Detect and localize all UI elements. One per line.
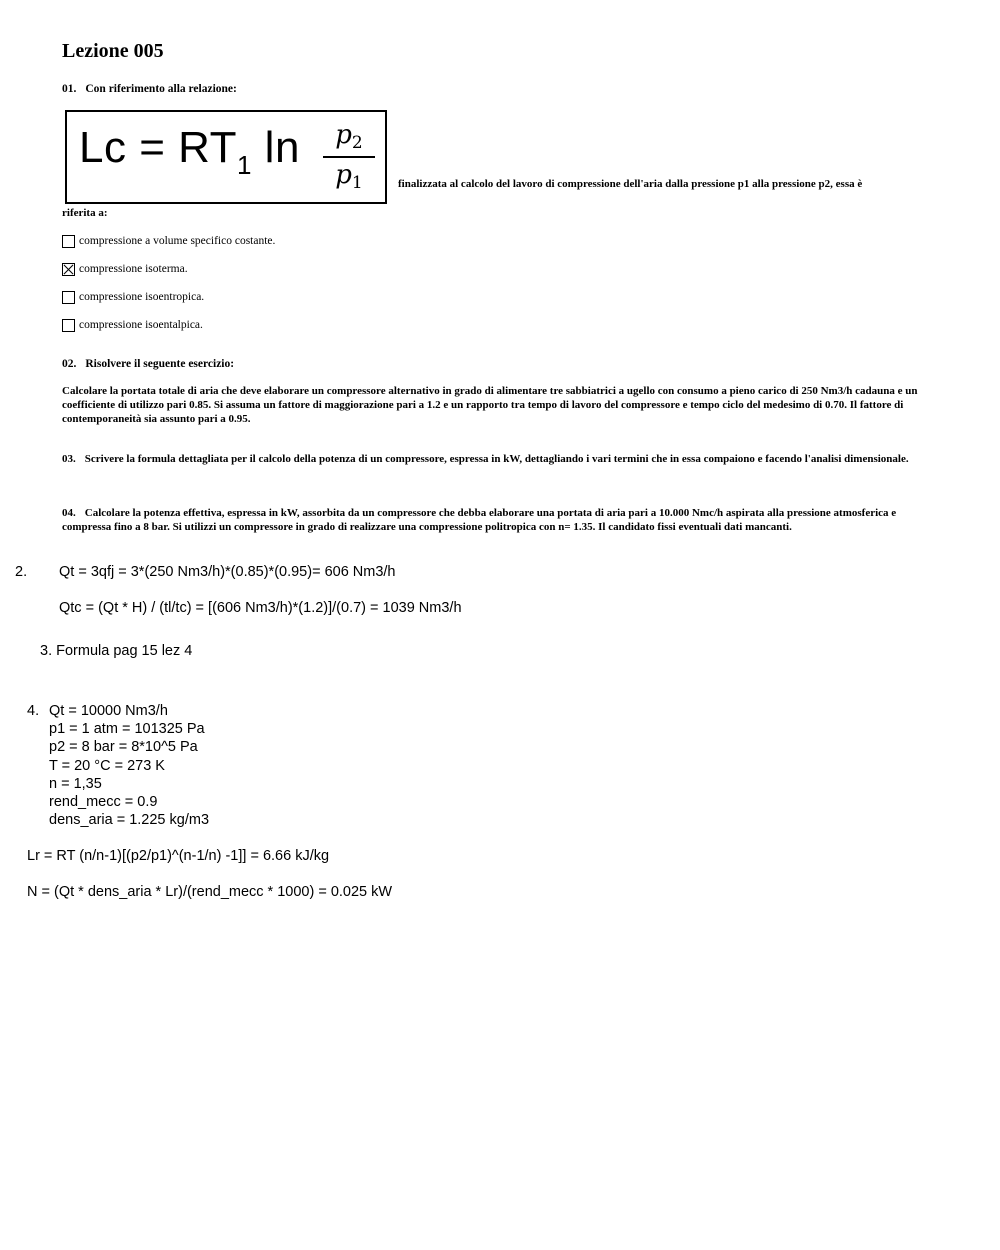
question-3-body: Scrivere la formula dettagliata per il calcolo della potenza di un compressore, espressa in kW, dettagliando i vari termini che in essa compaiono e facendo l'analisi dimensionale.	[84, 453, 909, 465]
option-1-checkbox[interactable]	[62, 235, 75, 248]
answer-3-line: 3. Formula pag 15 lez 4	[40, 643, 193, 659]
option-1[interactable]	[62, 233, 275, 249]
formula-fraction	[323, 122, 375, 192]
formula-numerator	[323, 122, 375, 152]
answer-n-line: N = (Qt * dens_aria * Lr)/(rend_mecc * 1000) = 0.025 kW	[27, 884, 393, 900]
answer-2-line-2: Qtc = (Qt * H) / (tl/tc) = [(606 Nm3/h)*(1.2)]/(0.7) = 1039 Nm3/h	[59, 600, 462, 616]
question-3-text	[62, 452, 932, 466]
question-2-body: Calcolare la portata totale di aria che deve elaborare un compressore alternativo in grado di alimentare tre sabbiatrici a ugello con consumo a pieno carico di 250 Nm3/h cadauna e un coefficiente di utilizzo pari 0.85. Si assuma un fattore di maggiorazione pari a 1.2 e un rapporto tra tempo di lavoro del compressore e tempo ciclo del medesimo di 0.70. Il fattore di contemporaneità sia assunto pari a 0.95.	[62, 385, 918, 426]
formula-lhs-subscript: 1	[236, 150, 252, 180]
answer-4-line: dens_aria = 1.225 kg/m3	[49, 812, 210, 829]
formula-numerator-symbol: p	[335, 120, 352, 150]
option-2[interactable]	[62, 261, 188, 277]
formula-ln: ln	[251, 123, 300, 172]
formula-denominator-subscript: 1	[351, 173, 363, 193]
answer-4-line: p2 = 8 bar = 8*10^5 Pa	[49, 739, 198, 756]
formula-fraction-bar	[323, 156, 375, 158]
option-3[interactable]	[62, 289, 204, 305]
question-3-number: 03.	[62, 453, 76, 465]
option-3-label: compressione isoentropica.	[79, 291, 205, 303]
answer-4-line: Qt = 10000 Nm3/h	[49, 703, 168, 719]
option-4[interactable]	[62, 317, 203, 333]
formula-lhs	[79, 123, 300, 180]
page-title: Lezione 005	[62, 40, 164, 62]
answer-4-line: p1 = 1 atm = 101325 Pa	[49, 721, 205, 738]
answer-4-number: 4.	[27, 703, 40, 719]
question-2-heading-text: Risolvere il seguente esercizio:	[85, 358, 235, 370]
option-2-label: compressione isoterma.	[79, 263, 188, 275]
question-1-heading-text: Con riferimento alla relazione:	[85, 83, 237, 95]
question-4-body: Calcolare la potenza effettiva, espressa in kW, assorbita da un compressore che debba elaborare una portata di aria pari a 10.000 Nmc/h aspirata alla pressione atmosferica e compressa fino a 8 bar. Si utilizzi un compressore in grado di realizzare una compressione politropica con n= 1.35. Il candidato fissi eventuali dati mancanti.	[62, 507, 897, 534]
option-4-label: compressione isoentalpica.	[79, 319, 203, 331]
option-1-label: compressione a volume specifico costante.	[79, 235, 276, 247]
option-2-checkbox-checked[interactable]	[62, 263, 75, 276]
question-4-number: 04.	[62, 507, 76, 519]
question-4-text	[62, 506, 932, 534]
formula-denominator	[323, 162, 375, 192]
answer-2-number: 2.	[15, 564, 28, 580]
answer-lr-line: Lr = RT (n/n-1)[(p2/p1)^(n-1/n) -1]] = 6.66 kJ/kg	[27, 848, 330, 864]
answer-4-line: rend_mecc = 0.9	[49, 794, 158, 811]
option-3-checkbox[interactable]	[62, 291, 75, 304]
question-1-number: 01.	[62, 83, 77, 95]
answer-4-line: n = 1,35	[49, 775, 102, 792]
answer-4-data-list	[49, 702, 209, 829]
question-2-number: 02.	[62, 358, 77, 370]
formula-numerator-subscript: 2	[351, 133, 363, 153]
question-1-continuation: riferita a:	[62, 207, 108, 219]
formula-lhs-text: Lc = RT	[79, 123, 237, 172]
answer-2-line-1: Qt = 3qfj = 3*(250 Nm3/h)*(0.85)*(0.95)= 606 Nm3/h	[59, 564, 396, 580]
formula-denominator-symbol: p	[335, 160, 352, 190]
option-4-checkbox[interactable]	[62, 319, 75, 332]
question-2-heading	[62, 358, 234, 370]
formula-image	[65, 110, 387, 204]
question-1-text: finalizzata al calcolo del lavoro di compressione dell'aria dalla pressione p1 alla pressione p2, essa è	[398, 178, 863, 190]
answer-4-line: T = 20 °C = 273 K	[49, 757, 165, 774]
question-1-heading	[62, 83, 237, 95]
